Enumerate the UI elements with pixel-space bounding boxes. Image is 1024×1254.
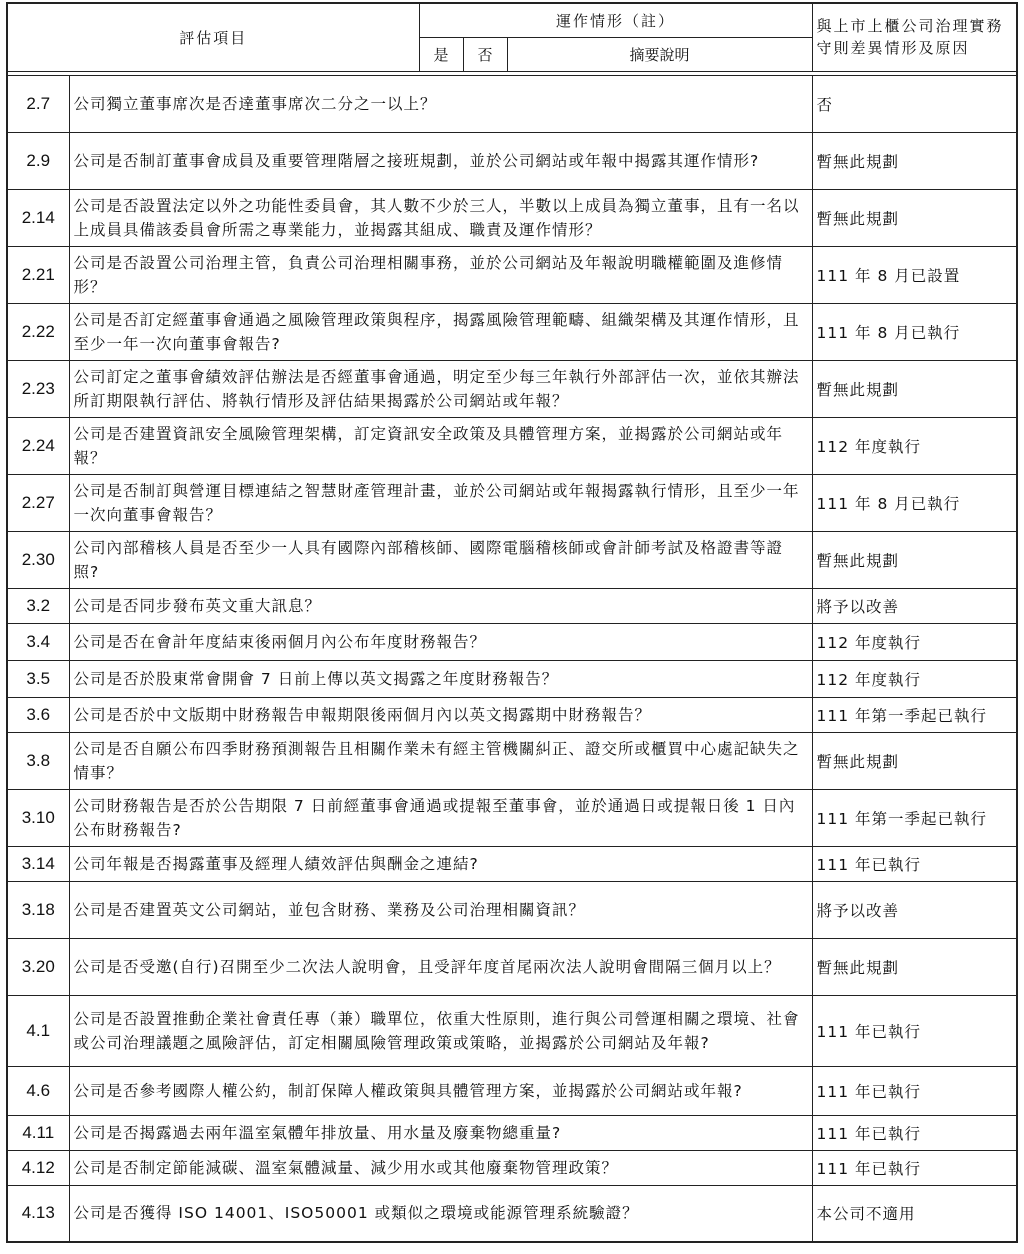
table-row (7, 846, 1017, 881)
header-no: 否 (463, 37, 507, 71)
table-row (7, 1115, 1017, 1150)
header-yes: 是 (419, 37, 463, 71)
item-deviation: 暫無此規劃 (812, 360, 1017, 417)
table-row (7, 417, 1017, 474)
item-deviation: 否 (812, 75, 1017, 132)
table-row (7, 360, 1017, 417)
table-row (7, 660, 1017, 697)
table-row (7, 623, 1017, 660)
item-deviation: 111 年已執行 (812, 995, 1017, 1066)
item-number: 4.6 (7, 1066, 69, 1115)
item-number: 2.27 (7, 474, 69, 531)
item-question: 公司是否制訂與營運目標連結之智慧財產管理計畫，並於公司網站或年報揭露執行情形，且至少一年一次向董事會報告？ (69, 474, 812, 531)
item-number: 3.6 (7, 697, 69, 732)
item-number: 2.23 (7, 360, 69, 417)
item-number: 3.14 (7, 846, 69, 881)
item-question: 公司是否制定節能減碳、溫室氣體減量、減少用水或其他廢棄物管理政策？ (69, 1150, 812, 1185)
table-row (7, 789, 1017, 846)
item-number: 4.1 (7, 995, 69, 1066)
table-row (7, 1150, 1017, 1185)
table-row (7, 697, 1017, 732)
item-question: 公司訂定之董事會績效評估辦法是否經董事會通過，明定至少每三年執行外部評估一次，並依其辦法所訂期限執行評估、將執行情形及評估結果揭露於公司網站或年報？ (69, 360, 812, 417)
table-row (7, 938, 1017, 995)
governance-evaluation-table (6, 2, 1018, 1243)
table-row (7, 732, 1017, 789)
item-number: 3.5 (7, 660, 69, 697)
item-question: 公司內部稽核人員是否至少一人具有國際內部稽核師、國際電腦稽核師或會計師考試及格證書等證照? (69, 531, 812, 588)
table-row (7, 881, 1017, 938)
table-row (7, 995, 1017, 1066)
table-row (7, 588, 1017, 623)
item-question: 公司是否建置資訊安全風險管理架構，訂定資訊安全政策及具體管理方案，並揭露於公司網站或年報？ (69, 417, 812, 474)
table-row (7, 1066, 1017, 1115)
item-question: 公司是否制訂董事會成員及重要管理階層之接班規劃，並於公司網站或年報中揭露其運作情形? (69, 132, 812, 189)
item-question: 公司是否設置公司治理主管，負責公司治理相關事務，並於公司網站及年報說明職權範圍及進修情形？ (69, 246, 812, 303)
item-question: 公司獨立董事席次是否達董事席次二分之一以上？ (69, 75, 812, 132)
table-row (7, 132, 1017, 189)
table-row (7, 75, 1017, 132)
item-deviation: 111 年已執行 (812, 1066, 1017, 1115)
governance-evaluation-table-frame (6, 2, 1016, 1243)
item-deviation: 111 年已執行 (812, 1115, 1017, 1150)
item-deviation: 暫無此規劃 (812, 189, 1017, 246)
item-question: 公司財務報告是否於公告期限 7 日前經董事會通過或提報至董事會，並於通過日或提報日後 1 日內公布財務報告? (69, 789, 812, 846)
item-number: 4.12 (7, 1150, 69, 1185)
item-number: 3.10 (7, 789, 69, 846)
item-question: 公司是否於股東常會開會 7 日前上傳以英文揭露之年度財務報告？ (69, 660, 812, 697)
item-deviation: 111 年 8 月已執行 (812, 474, 1017, 531)
item-number: 4.11 (7, 1115, 69, 1150)
item-deviation: 暫無此規劃 (812, 732, 1017, 789)
item-number: 2.30 (7, 531, 69, 588)
item-deviation: 111 年已執行 (812, 1150, 1017, 1185)
item-deviation: 111 年第一季起已執行 (812, 697, 1017, 732)
item-question: 公司是否設置法定以外之功能性委員會，其人數不少於三人，半數以上成員為獨立董事，且有一名以上成員具備該委員會所需之專業能力，並揭露其組成、職責及運作情形？ (69, 189, 812, 246)
item-number: 3.8 (7, 732, 69, 789)
item-deviation: 將予以改善 (812, 588, 1017, 623)
item-question: 公司是否受邀(自行)召開至少二次法人說明會，且受評年度首尾兩次法人說明會間隔三個月以上？ (69, 938, 812, 995)
item-number: 2.22 (7, 303, 69, 360)
item-deviation: 暫無此規劃 (812, 132, 1017, 189)
table-row (7, 474, 1017, 531)
item-question: 公司是否於中文版期中財務報告申報期限後兩個月內以英文揭露期中財務報告？ (69, 697, 812, 732)
item-number: 4.13 (7, 1185, 69, 1242)
item-question: 公司是否在會計年度結束後兩個月內公布年度財務報告？ (69, 623, 812, 660)
table-body (7, 75, 1017, 1242)
item-deviation: 111 年第一季起已執行 (812, 789, 1017, 846)
item-question: 公司是否參考國際人權公約，制訂保障人權政策與具體管理方案，並揭露於公司網站或年報? (69, 1066, 812, 1115)
item-number: 2.7 (7, 75, 69, 132)
item-deviation: 111 年 8 月已執行 (812, 303, 1017, 360)
item-number: 3.2 (7, 588, 69, 623)
header-evaluation-item: 評估項目 (7, 3, 419, 71)
item-question: 公司是否自願公布四季財務預測報告且相關作業未有經主管機關糾正、證交所或櫃買中心處記缺失之情事？ (69, 732, 812, 789)
header-deviation-reason: 與上市上櫃公司治理實務守則差異情形及原因 (812, 3, 1017, 71)
item-number: 3.20 (7, 938, 69, 995)
table-row (7, 303, 1017, 360)
item-deviation: 111 年已執行 (812, 846, 1017, 881)
item-deviation: 本公司不適用 (812, 1185, 1017, 1242)
header-summary: 摘要說明 (507, 37, 812, 71)
item-number: 2.21 (7, 246, 69, 303)
item-deviation: 將予以改善 (812, 881, 1017, 938)
item-number: 2.9 (7, 132, 69, 189)
item-deviation: 112 年度執行 (812, 660, 1017, 697)
item-deviation: 111 年 8 月已設置 (812, 246, 1017, 303)
item-deviation: 暫無此規劃 (812, 531, 1017, 588)
item-deviation: 112 年度執行 (812, 417, 1017, 474)
item-question: 公司年報是否揭露董事及經理人績效評估與酬金之連結? (69, 846, 812, 881)
table-row (7, 531, 1017, 588)
item-deviation: 112 年度執行 (812, 623, 1017, 660)
item-question: 公司是否揭露過去兩年溫室氣體年排放量、用水量及廢棄物總重量? (69, 1115, 812, 1150)
table-row (7, 246, 1017, 303)
item-deviation: 暫無此規劃 (812, 938, 1017, 995)
table-row (7, 1185, 1017, 1242)
item-question: 公司是否同步發布英文重大訊息？ (69, 588, 812, 623)
item-question: 公司是否訂定經董事會通過之風險管理政策與程序，揭露風險管理範疇、組織架構及其運作情形，且至少一年一次向董事會報告? (69, 303, 812, 360)
item-question: 公司是否建置英文公司網站，並包含財務、業務及公司治理相關資訊？ (69, 881, 812, 938)
item-number: 3.18 (7, 881, 69, 938)
item-question: 公司是否設置推動企業社會責任專（兼）職單位，依重大性原則，進行與公司營運相關之環境、社會或公司治理議題之風險評估，訂定相關風險管理政策或策略，並揭露於公司網站及年報? (69, 995, 812, 1066)
item-number: 3.4 (7, 623, 69, 660)
table-row (7, 189, 1017, 246)
item-number: 2.14 (7, 189, 69, 246)
item-question: 公司是否獲得 ISO 14001、ISO50001 或類似之環境或能源管理系統驗證？ (69, 1185, 812, 1242)
item-number: 2.24 (7, 417, 69, 474)
header-operation-status: 運作情形（註） (419, 3, 812, 37)
